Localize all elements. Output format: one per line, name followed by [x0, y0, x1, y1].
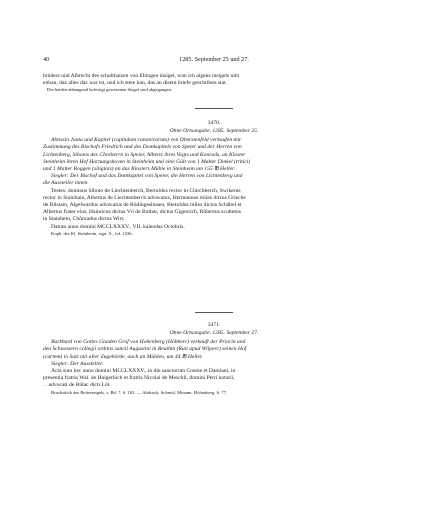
witnesses: [43, 188, 385, 224]
datum-line: Datum anno domini MCCLXXXV., VII. kalendas Octobris.: [51, 223, 185, 230]
text-line: brüders und Albrecht des schulthaizen von Ebingen insigel, wan ich aigens insigels niht: [43, 73, 240, 79]
body-text: [43, 368, 385, 390]
summary-line: den Schwestern collegii ordinis sancti Augustini in Reuthin (Ruti apud Wilperc) seinen Hof: [43, 346, 247, 353]
dateline: Ohne Ortsangabe. 1285. September 25.: [169, 128, 259, 134]
continued-text: [43, 73, 385, 94]
body-line: presentia fratris Wal. de Haigerloch et fratris Nicolai de Meschil, domini Petri notarii,: [43, 375, 235, 382]
sealers: [43, 173, 385, 187]
section-divider: [195, 108, 233, 109]
witness-line: in Stainhein, Chônradus dictus Wirt.: [43, 216, 125, 223]
summary: [43, 339, 385, 361]
document-number: 3470.: [207, 120, 221, 126]
document-3471: [43, 322, 385, 396]
section-divider: [195, 312, 233, 313]
sealers-line: Siegler: Der Aussteller.: [51, 360, 104, 367]
summary-line: Burkhard von Gottes Gnaden Graf von Hohenberg (Hôhberc) verkauft der Priorin und: [51, 339, 246, 346]
source-note: Bruchstück des Reiterseigels, s. Bd. 7, S. 103. — Abdruck: Schmid, Monum. Hohenberg. S. 77.: [51, 389, 228, 395]
sealers-line: die Aussteller innen.: [43, 180, 89, 187]
page-header: [43, 56, 385, 65]
summary-line: und 1 Malter Roggen (siliginis) an das Klosters Mühle in Steinheim um 155 ℔ Heller.: [43, 166, 236, 173]
witness-line: Testes: dominus Siboto de Liechtenberch, Bertoldus rector in Chirchberch, Swikerus: [51, 187, 241, 194]
sealers-line: Siegler: Der Bischof und das Domkapitel von Speier, die Herren von Lichtenberg und: [51, 173, 243, 180]
page-number: 40: [43, 56, 50, 63]
text-line: enhan, daz alles daz war ist, und ich stete han, das an disem briefe geschriben stat.: [43, 80, 228, 87]
document-number: 3471.: [207, 322, 221, 328]
document-3470: [43, 120, 385, 237]
summary-line: Zustimmung des Bischofs Friedrich und des Domkapitels von Speier und der Herren von: [43, 144, 242, 151]
body-line: . . advocati de Bûlac dicti Lôt.: [43, 382, 111, 389]
body-line: Acta sunt hec anno domini MCCLXXXV., in die sanctorum Cosme et Damiani, in: [51, 368, 236, 375]
summary-line: (curtem) in Sulz mit aller Zugehörde, auch an Mühlen, um 44 ℔ Heller.: [43, 353, 203, 360]
witness-line: rector in Stainhain, Albertus de Liechtenberch advocatus, Hermannus miles dictus Grieche: [43, 194, 246, 201]
summary: [43, 137, 385, 173]
summary-line: Lichtenberg, Sibotos des Chorherrn in Speier, Albertz ihres Vogts und Konrads, an Kloster: [43, 151, 246, 158]
summary-line: Steinheim ihren Hof Hornungshoven in Steinheim und eine Gült von 1 Malter Dinkel (tritici): [43, 158, 251, 165]
source-note: Kopb. des Kl. Steinheim, sign. A., fol. 133b.: [51, 230, 133, 236]
running-title: 1285. September 25 und 27.: [179, 56, 249, 63]
witness-line: Albertus frater eius, Hainricus dictus Vri de Botbar, dictus Gigenrich, Rûbertus scultetus: [43, 209, 241, 216]
witness-line: de Bilstain, Algelwardus advocatus de Rôdingeshusen, Bertoldus miles dictus Schâbel et: [43, 202, 242, 209]
dateline: Ohne Ortsangabe. 1285. September 27.: [169, 330, 259, 336]
seal-note: Die beiden abhangend befestigt gewesenen Siegel sind abgegangen.: [47, 87, 173, 93]
summary-line: Äbtissin Junta und Kapitel (capitulum canonicarum) von Oberstenfeld verkaufen mit: [51, 137, 241, 144]
